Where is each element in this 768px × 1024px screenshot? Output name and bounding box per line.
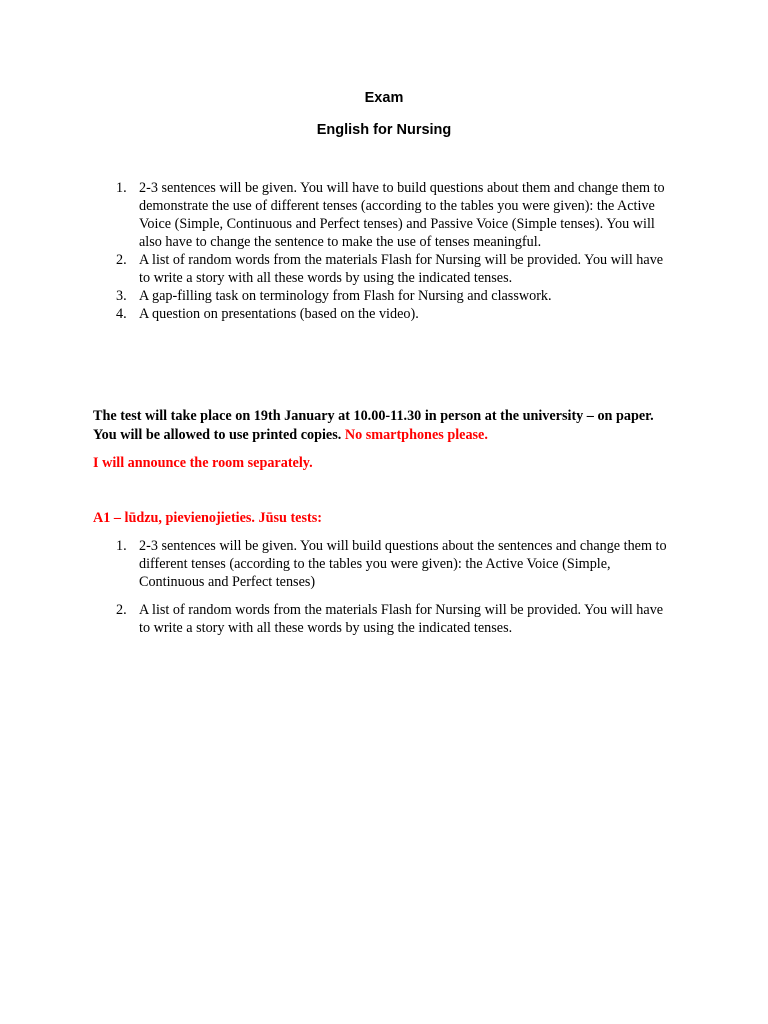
list-item-number: 3.: [116, 288, 127, 304]
a1-heading: A1 – lūdzu, pievienojieties. Jūsu tests:: [93, 510, 322, 526]
list-item-text: A list of random words from the materials Flash for Nursing will be provided. You will have to write a story with all these words by using the indicated tenses.: [139, 602, 664, 636]
a1-tasks-list: [0, 537, 669, 637]
test-info-text: The test will take place on 19th January at 10.00-11.30 in person at the university – on paper. You will be allowed to use printed copies.: [93, 408, 654, 443]
course-subtitle: English for Nursing: [316, 122, 452, 138]
list-item-number: 4.: [116, 306, 127, 322]
exam-tasks-list: [0, 179, 669, 323]
list-item: [0, 251, 669, 287]
test-info-paragraph: [93, 407, 673, 445]
list-item-text: 2-3 sentences will be given. You will have to build questions about them and change them to demonstrate the use of different tenses (according to the tables you were given): the Active Voice (Simple, Continuous and Perfect tenses) and Passive Voice (Simple tenses). You will also have to change the sentence to make the use of tenses meaningful.: [139, 180, 665, 250]
list-item-number: 2.: [116, 602, 127, 618]
room-notice: I will announce the room separately.: [93, 455, 313, 471]
smartphone-warning: No smartphones please.: [344, 427, 488, 443]
list-item-text: A question on presentations (based on the video).: [139, 306, 419, 322]
list-item: [0, 179, 669, 251]
list-item-number: 1.: [116, 538, 127, 554]
exam-title: Exam: [364, 90, 404, 106]
list-item-number: 1.: [116, 180, 127, 196]
list-item: [0, 601, 669, 637]
list-item: [0, 537, 669, 591]
list-item-number: 2.: [116, 252, 127, 268]
list-item-text: A list of random words from the materials Flash for Nursing will be provided. You will have to write a story with all these words by using the indicated tenses.: [139, 252, 664, 286]
list-item-text: A gap-filling task on terminology from Flash for Nursing and classwork.: [139, 288, 552, 304]
list-item: [0, 287, 669, 305]
list-item-text: 2-3 sentences will be given. You will build questions about the sentences and change them to different tenses (according to the tables you were given): the Active Voice (Simple, Continuous and Perfect tenses): [139, 538, 667, 590]
list-item: [0, 305, 669, 323]
